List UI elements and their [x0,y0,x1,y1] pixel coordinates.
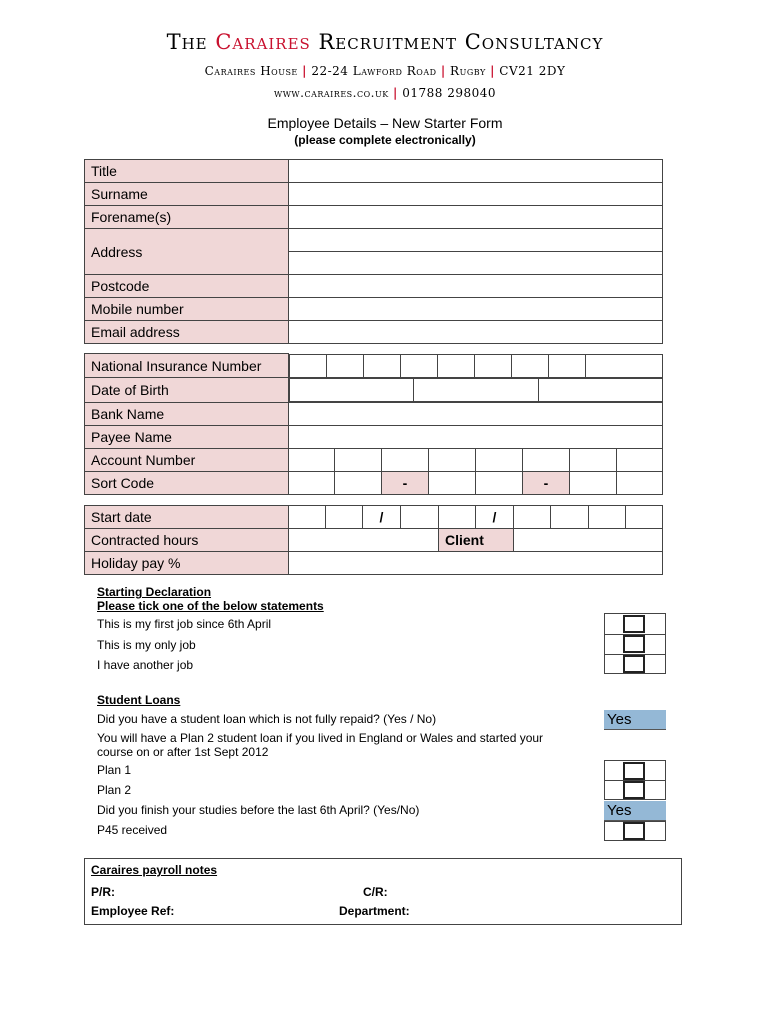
plan2-info-2: course on or after 1st Sept 2012 [97,745,269,759]
date-slash: / [363,506,401,529]
sort-dash: - [523,471,570,494]
start-date-digit[interactable] [439,506,476,529]
sort-dash: - [382,471,429,494]
label-holiday: Holiday pay % [85,552,289,575]
sort-digit[interactable] [476,471,523,494]
plan2-info-1: You will have a Plan 2 student loan if you lived in England or Wales and started your [97,731,544,745]
start-date-digit[interactable] [589,506,626,529]
label-forenames: Forename(s) [85,206,289,229]
loan-answer-1[interactable]: Yes [604,710,666,730]
title-post: Recruitment Consultancy [318,30,604,54]
declaration-instruction: Please tick one of the below statements [97,599,324,613]
label-email: Email address [85,321,289,344]
personal-details-table [84,159,663,344]
dob-month-field[interactable] [414,378,539,401]
plan1-checkbox[interactable] [623,762,645,780]
plan-tick-group [604,760,666,800]
title-field[interactable] [289,160,663,183]
client-field[interactable] [514,529,663,552]
declaration-tick-group [604,613,666,674]
label-employee-ref: Employee Ref: [91,904,175,918]
declaration-checkbox-3[interactable] [623,655,645,673]
start-date-digit[interactable] [401,506,439,529]
sort-digit[interactable] [429,471,476,494]
label-hours: Contracted hours [85,529,289,552]
forenames-field[interactable] [289,206,663,229]
ni-char[interactable] [327,354,364,377]
declaration-heading: Starting Declaration [97,585,212,599]
loans-heading: Student Loans [97,693,181,707]
declaration-option-3: I have another job [97,658,194,672]
ni-char[interactable] [475,354,512,377]
sort-digit[interactable] [617,471,663,494]
declaration-option-2: This is my only job [97,638,196,652]
dob-year-field[interactable] [539,378,663,401]
label-department: Department: [339,904,410,918]
label-start: Start date [85,506,289,529]
p45-checkbox[interactable] [623,822,645,840]
dob-day-field[interactable] [290,378,414,401]
title-pre: The [166,30,208,54]
address-house: Caraires House [204,64,298,78]
label-payee: Payee Name [85,425,289,448]
address-postcode: CV21 2DY [499,64,566,78]
ni-char[interactable] [438,354,475,377]
postcode-field[interactable] [289,275,663,298]
ni-char[interactable] [290,354,327,377]
address-line-2-field[interactable] [289,252,663,275]
label-dob: Date of Birth [85,378,289,403]
sort-digit[interactable] [570,471,617,494]
company-contact: www.caraires.co.uk | 01788 298040 [273,86,497,100]
account-digit[interactable] [335,448,382,471]
sort-digit[interactable] [335,471,382,494]
address-road: 22-24 Lawford Road [311,64,437,78]
plan2-label: Plan 2 [97,783,132,797]
label-client: Client [439,529,514,552]
ni-char[interactable] [586,354,663,377]
account-digit[interactable] [570,448,617,471]
date-slash: / [476,506,514,529]
account-digit[interactable] [382,448,429,471]
account-digit[interactable] [289,448,335,471]
address-town: Rugby [450,64,486,78]
plan1-label: Plan 1 [97,763,132,777]
bank-name-field[interactable] [289,402,663,425]
label-mobile: Mobile number [85,298,289,321]
loan-question-3: Did you finish your studies before the last 6th April? (Yes/No) [97,803,420,817]
ni-char[interactable] [512,354,549,377]
label-cr: C/R: [363,885,388,899]
p45-tick-group [604,821,666,841]
start-date-digit[interactable] [551,506,589,529]
start-date-digit[interactable] [626,506,663,529]
declaration-checkbox-1[interactable] [623,615,645,633]
email-field[interactable] [289,321,663,344]
label-sort: Sort Code [85,471,289,494]
ni-char[interactable] [549,354,586,377]
start-date-digit[interactable] [514,506,551,529]
declaration-section [97,585,324,613]
loans-section [97,693,180,707]
p45-label: P45 received [97,823,168,837]
phone-number: 01788 298040 [402,86,497,100]
label-pr: P/R: [91,885,115,899]
label-surname: Surname [85,183,289,206]
hours-field[interactable] [289,529,439,552]
website-link[interactable]: www.caraires.co.uk [273,86,389,100]
form-subtitle: (please complete electronically) [294,133,476,147]
declaration-checkbox-2[interactable] [623,635,645,653]
ni-char[interactable] [401,354,438,377]
payroll-notes-box [84,858,682,925]
sort-digit[interactable] [289,471,335,494]
employment-details-table [84,505,663,575]
label-ni: National Insurance Number [85,354,289,378]
label-address: Address [85,229,289,275]
mobile-field[interactable] [289,298,663,321]
account-digit[interactable] [476,448,523,471]
label-title: Title [85,160,289,183]
plan2-checkbox[interactable] [623,781,645,799]
company-address: Caraires House | 22-24 Lawford Road | Rugby | CV21 2DY [204,64,566,78]
loan-question-1: Did you have a student loan which is not fully repaid? (Yes / No) [97,712,437,726]
notes-heading: Caraires payroll notes [91,863,218,877]
account-digit[interactable] [617,448,663,471]
title-brand: Caraires [215,30,311,54]
start-date-digit[interactable] [289,506,326,529]
declaration-option-1: This is my first job since 6th April [97,617,272,631]
label-postcode: Postcode [85,275,289,298]
label-account: Account Number [85,448,289,471]
payee-name-field[interactable] [289,425,663,448]
surname-field[interactable] [289,183,663,206]
holiday-pay-field[interactable] [289,552,663,575]
address-line-1-field[interactable] [289,229,663,252]
account-digit[interactable] [523,448,570,471]
label-bank: Bank Name [85,402,289,425]
financial-details-table [84,353,663,495]
ni-char[interactable] [364,354,401,377]
loan-answer-3[interactable]: Yes [604,801,666,821]
form-title: Employee Details – New Starter Form [267,115,503,131]
company-title [0,30,770,54]
account-digit[interactable] [429,448,476,471]
start-date-digit[interactable] [326,506,363,529]
